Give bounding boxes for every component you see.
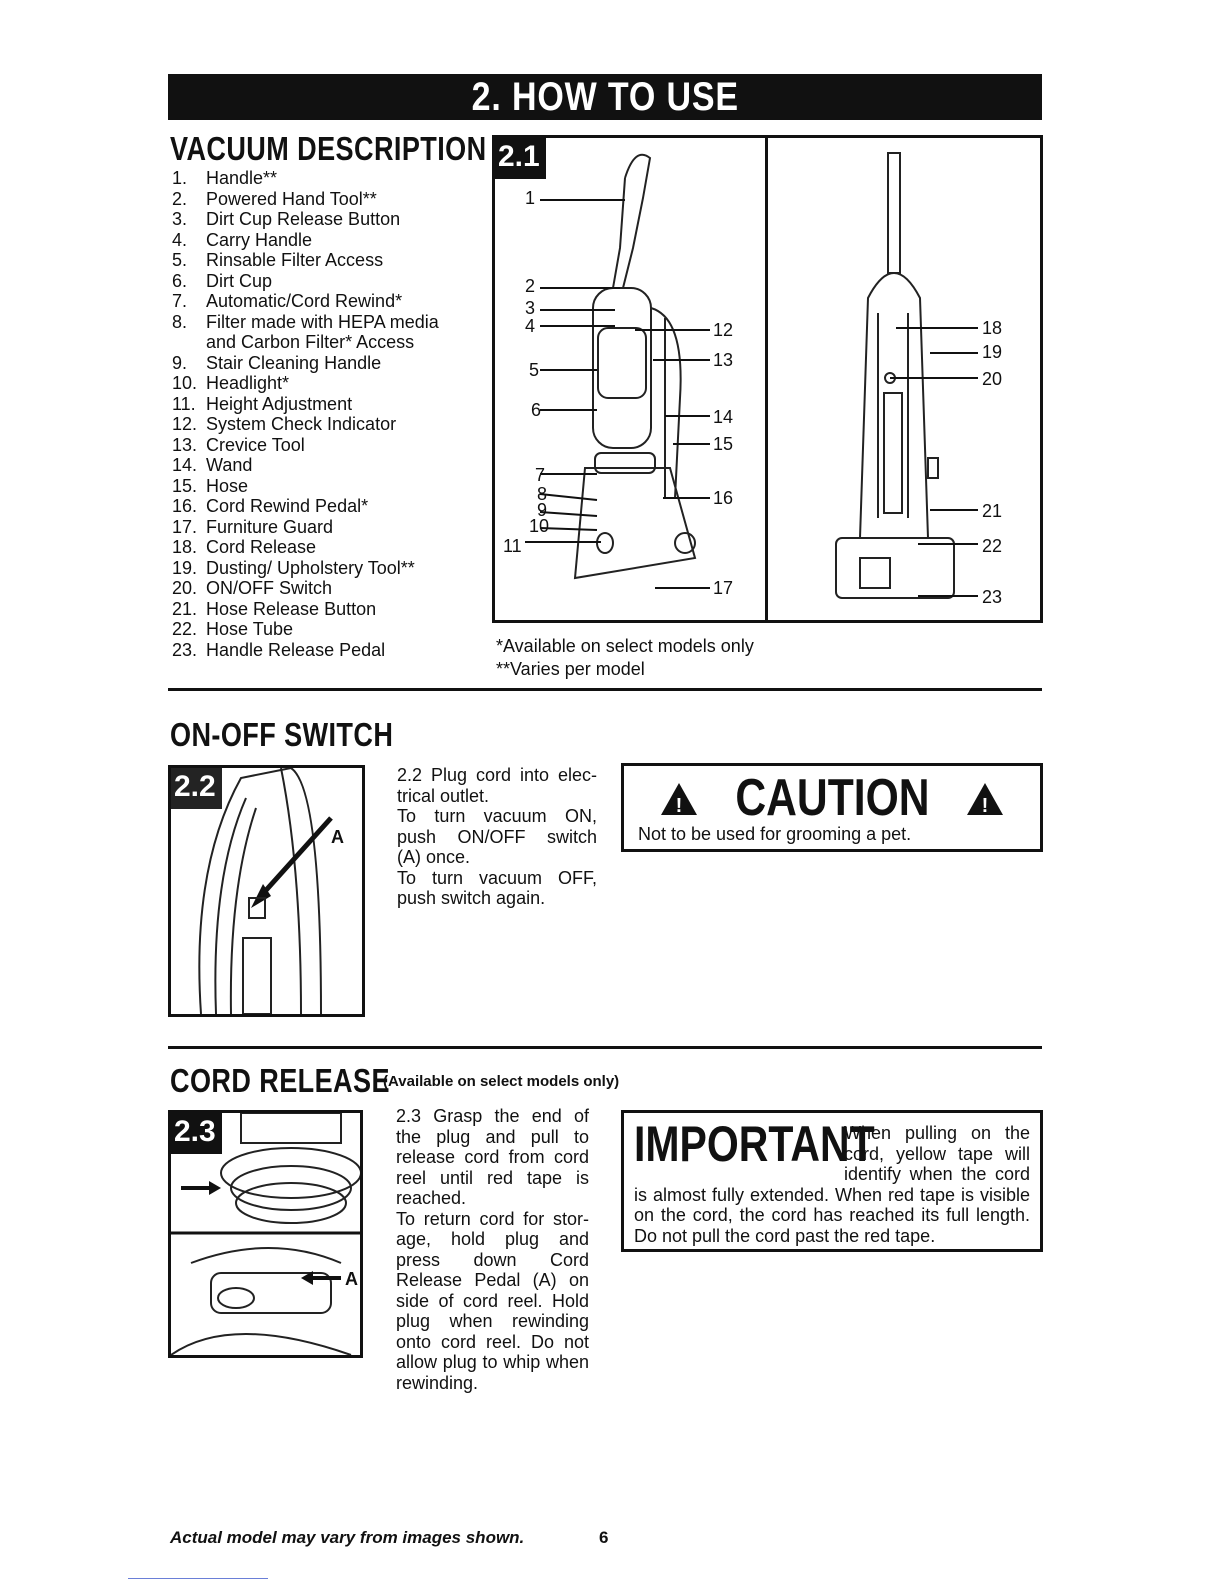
list-item-number: 18. [172,537,198,557]
list-item-label: Crevice Tool [206,434,305,455]
callout-1: 1 [525,188,536,208]
callout-8: 8 [537,484,548,504]
list-item-label: Hose Release Button [206,598,377,619]
text-line: reel until red tape is [396,1167,589,1188]
list-item-number: 10. [172,373,198,393]
text-line: (A) once. [397,847,471,867]
list-item-label: Rinsable Filter Access [206,250,384,270]
text-line: the plug and pull to [396,1126,589,1147]
list-item-label: Handle** [206,168,278,188]
caution-text: Not to be used for grooming a pet. [638,824,912,844]
list-item-number: 3. [172,209,188,229]
list-item-label: Hose Tube [206,619,294,639]
list-item [172,619,472,640]
text-line: To return cord for stor- [396,1208,589,1229]
list-item [172,496,472,517]
caution-heading: ! CAUTION ! [624,770,1040,826]
callout-15: 15 [713,434,734,454]
important-box [621,1110,1043,1252]
list-item [172,373,472,394]
text-line: onto cord reel. Do not [396,1331,589,1352]
warning-icon [965,781,1005,817]
switch-label-a: A [331,827,344,847]
text-line: side of cord reel. Hold [396,1290,589,1311]
text-line: Release Pedal (A) on [396,1270,589,1290]
list-item-number: 20. [172,578,198,598]
cord-release-subheading: (Available on select models only) [383,1073,620,1090]
list-item-label: Handle Release Pedal [206,639,386,660]
list-item [172,230,472,251]
note-varies: **Varies per model [496,659,645,679]
cord-release-instructions [396,1106,589,1393]
callout-21: 21 [982,501,1003,521]
list-item [172,312,472,353]
list-item [172,291,472,312]
list-item-number: 2. [172,188,188,209]
text-line: allow plug to whip when [396,1352,589,1372]
list-item-number: 5. [172,250,188,270]
list-item-number: 23. [172,639,198,660]
list-item-number: 16. [172,496,198,516]
figure-tag: 2.1 [492,135,546,179]
list-item-label: Automatic/Cord Rewind* [206,291,403,311]
vacuum-front-illustration [495,138,765,620]
text-line: release cord from cord [396,1147,589,1167]
important-text: When pulling on the cord, yellow tape will identify when the cord is almost fully extended. When red tape is visible on the cord, the cord has reached its full length. Do not pull the cord past the red tape. [634,1123,1030,1246]
list-item [172,537,472,558]
list-item [172,189,472,210]
on-off-heading: ON-OFF SWITCH [170,716,394,753]
callout-2: 2 [525,276,536,296]
section-title: 2. HOW TO USE [471,75,739,119]
text-line: To turn vacuum ON, [397,806,597,826]
svg-text:!: ! [675,795,683,817]
list-item-label: Cord Rewind Pedal* [206,496,369,516]
warning-icon [659,781,699,817]
back-callouts [982,318,1002,607]
text-line: trical outlet. [397,785,490,806]
text-line: rewinding. [396,1372,479,1393]
callout-14: 14 [713,407,734,427]
callout-3: 3 [525,298,536,318]
callout-6: 6 [531,400,542,420]
list-item [172,414,472,435]
figure-2-2 [168,765,365,1017]
list-item [172,435,472,456]
text-line: press down Cord [396,1249,589,1270]
text-line: To turn vacuum OFF, [397,867,597,888]
list-item-label: Height Adjustment [206,393,353,414]
callout-5: 5 [529,360,540,380]
figure-tag: 2.3 [168,1110,222,1154]
page-number: 6 [599,1528,609,1547]
front-callouts [503,188,733,598]
list-item-number: 4. [172,229,188,250]
text-line: plug when rewinding [396,1311,589,1331]
list-item [172,209,472,230]
callout-20: 20 [982,369,1003,389]
important-heading: IMPORTANT [634,1116,875,1172]
callout-4: 4 [525,316,536,336]
text-line: reached. [396,1188,467,1208]
list-item-number: 8. [172,311,188,332]
list-item [172,271,472,292]
text-line: 2.2 Plug cord into elec- [397,765,597,785]
list-item-label: Hose [206,475,249,496]
list-item-label: Stair Cleaning Handle [206,352,382,373]
list-item [172,394,472,415]
text-line: age, hold plug and [396,1229,589,1249]
list-item-label: Carry Handle [206,229,313,250]
list-item-number: 19. [172,557,198,578]
figure-2-3 [168,1110,363,1358]
callout-23: 23 [982,587,1003,607]
footer-disclaimer: Actual model may vary from images shown. [170,1528,525,1547]
bottom-link-underline [128,1578,268,1579]
parts-list [172,168,472,660]
vacuum-description-heading: VACUUM DESCRIPTION [170,130,487,167]
list-item-label: ON/OFF Switch [206,578,333,598]
callout-11: 11 [503,536,522,556]
callout-10: 10 [529,516,550,536]
list-item-number: 22. [172,619,198,639]
list-item-number: 1. [172,168,188,188]
vacuum-back-illustration [768,138,1040,620]
note-select-models: *Available on select models only [496,636,754,656]
svg-text:!: ! [981,795,989,817]
list-item-number: 17. [172,516,198,537]
list-item-label: Dirt Cup Release Button [206,209,401,229]
callout-16: 16 [713,488,734,508]
callout-19: 19 [982,342,1003,362]
list-item-label: Filter made with HEPA media and Carbon Filter* Access [206,311,439,352]
caution-box [621,763,1043,852]
list-item-label: Cord Release [206,537,317,557]
callout-22: 22 [982,536,1003,556]
list-item [172,353,472,374]
list-item-number: 13. [172,434,198,455]
callout-13: 13 [713,350,734,370]
list-item-label: Wand [206,455,253,475]
list-item-label: Powered Hand Tool** [206,188,377,209]
list-item [172,558,472,579]
list-item [172,168,472,189]
divider-1 [168,688,1042,691]
text-line: 2.3 Grasp the end of [396,1106,589,1126]
pedal-label-a: A [345,1269,358,1289]
list-item-label: Dusting/ Upholstery Tool** [206,557,415,578]
list-item-label: Headlight* [206,373,290,393]
list-item-number: 12. [172,414,198,434]
list-item [172,455,472,476]
figure-2-1 [492,135,1043,623]
list-item [172,578,472,599]
list-item [172,599,472,620]
list-item-number: 9. [172,352,188,373]
divider-2 [168,1046,1042,1049]
cord-release-heading: CORD RELEASE [170,1062,390,1099]
figure-tag: 2.2 [168,765,222,809]
list-item [172,517,472,538]
list-item-label: Furniture Guard [206,516,334,537]
text-line: push ON/OFF switch [397,826,597,847]
callout-17: 17 [713,578,734,598]
list-item-number: 7. [172,291,188,311]
callout-18: 18 [982,318,1003,338]
list-item-number: 11. [172,393,196,414]
callout-12: 12 [713,320,734,340]
callout-9: 9 [537,500,548,520]
list-item-number: 14. [172,455,198,475]
on-off-instructions [397,765,597,909]
list-item [172,640,472,661]
list-item-label: Dirt Cup [206,270,273,291]
list-item-number: 15. [172,475,198,496]
list-item-label: System Check Indicator [206,414,397,434]
list-item [172,250,472,271]
list-item-number: 21. [172,598,198,619]
list-item [172,476,472,497]
text-line: push switch again. [397,888,546,908]
list-item-number: 6. [172,270,188,291]
callout-7: 7 [535,465,546,485]
section-banner [168,74,1042,120]
